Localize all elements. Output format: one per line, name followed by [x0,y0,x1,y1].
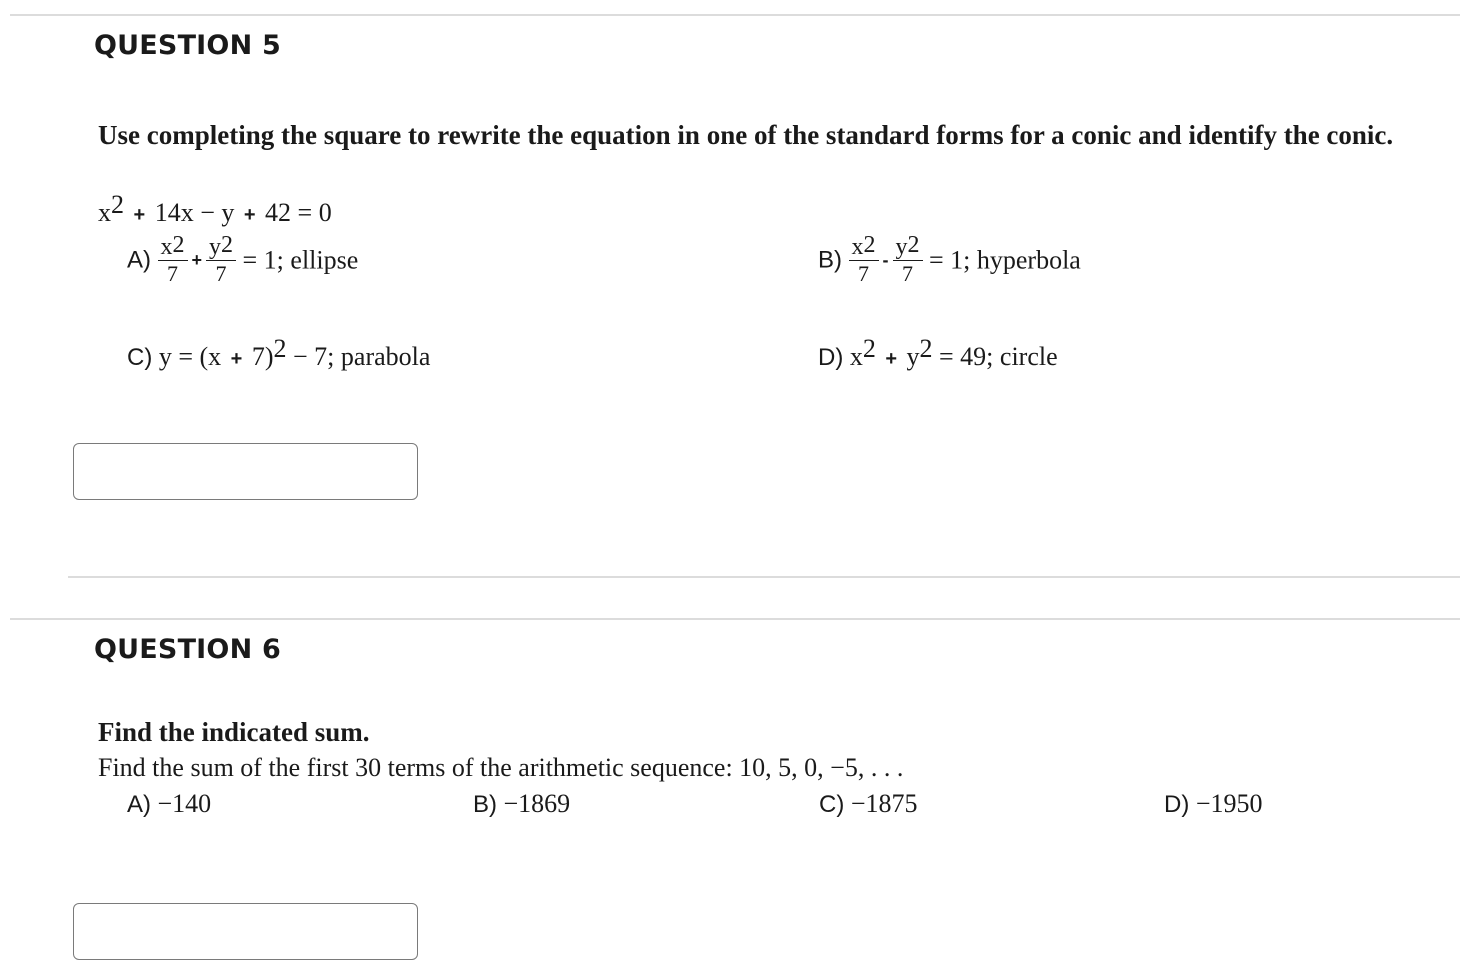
equation-exponent: 2 [111,190,124,219]
question-6-choice-c [819,789,918,819]
question-5-answer-input[interactable] [73,443,418,500]
choice-d-exponent-1: 2 [862,334,876,363]
fraction-1-denominator: 7 [858,261,869,286]
choice-c-part-2: 7) [251,342,274,371]
question-5-choice-c [127,334,431,372]
equation-part-3: 42 = 0 [265,198,332,227]
choice-a-fraction-2 [206,232,236,286]
choice-c-label: C) [127,344,153,371]
choice-label: C) [819,791,845,818]
choice-value: −1869 [503,789,571,818]
question-5-bottom-divider [68,576,1460,578]
choice-c-part-1: y = (x [158,342,222,371]
choice-d-plus: + [885,348,898,370]
choice-a-rest: = 1; ellipse [242,245,359,275]
choice-d-part-2: y [906,342,920,371]
choice-b-label: B) [818,246,842,274]
choice-d-exponent-2: 2 [919,334,933,363]
question-6-answer-input[interactable] [73,903,418,960]
choice-label: D) [1164,791,1190,818]
equation-part-2: 14x − y [154,198,235,227]
fraction-2-numerator: y [209,234,222,260]
question-6-top-divider [10,618,1460,620]
choice-d-part-1: x [849,342,863,371]
question-5-choice-d [818,334,1058,372]
choice-c-exponent: 2 [273,334,287,363]
question-5-equation [98,190,332,228]
choice-c-part-3: − 7; parabola [293,342,431,371]
choice-b-fraction-1 [849,232,879,286]
choice-b-fraction-2 [893,232,923,286]
fraction-1-denominator: 7 [167,261,178,286]
choice-b-operator: - [882,250,889,270]
choice-label: B) [473,791,497,818]
equation-part-1: x [98,198,111,227]
fraction-2-exponent: 2 [907,232,920,258]
choice-c-plus: + [230,348,243,370]
question-5-instruction: Use completing the square to rewrite the equation in one of the standard forms for a conic and identify the conic. [98,120,1394,150]
equation-plus-2: + [243,204,256,226]
question-6-choice-d [1164,789,1263,819]
question-5-choice-a [127,232,359,286]
question-6-instruction: Find the indicated sum. [98,717,370,747]
choice-value: −1875 [850,789,918,818]
choice-b-rest: = 1; hyperbola [929,245,1081,275]
question-6-prompt: Find the sum of the first 30 terms of the arithmetic sequence: 10, 5, 0, −5, . . . [98,753,904,782]
question-6-title: QUESTION 6 [94,634,281,665]
choice-a-operator: + [191,250,203,270]
fraction-2-denominator: 7 [215,261,227,286]
fraction-2-numerator: y [895,234,908,260]
fraction-2-exponent: 2 [221,232,234,258]
question-5-choice-b [818,232,1081,286]
fraction-1-numerator: x [160,234,173,260]
fraction-1-exponent: 2 [863,232,876,258]
question-6-choice-b [473,789,570,819]
fraction-1-exponent: 2 [172,232,185,258]
choice-a-fraction-1 [158,232,188,286]
equation-plus: + [133,204,146,226]
fraction-2-denominator: 7 [902,261,913,286]
choice-value: −1950 [1195,789,1263,818]
choice-value: −140 [157,789,212,818]
choice-label: A) [127,791,151,818]
choice-a-label: A) [127,246,151,274]
top-divider [10,14,1460,16]
choice-d-label: D) [818,344,844,371]
question-6-choice-a [127,789,211,819]
fraction-1-numerator: x [851,234,864,260]
choice-d-part-3: = 49; circle [939,342,1058,371]
question-5-title: QUESTION 5 [94,30,281,61]
